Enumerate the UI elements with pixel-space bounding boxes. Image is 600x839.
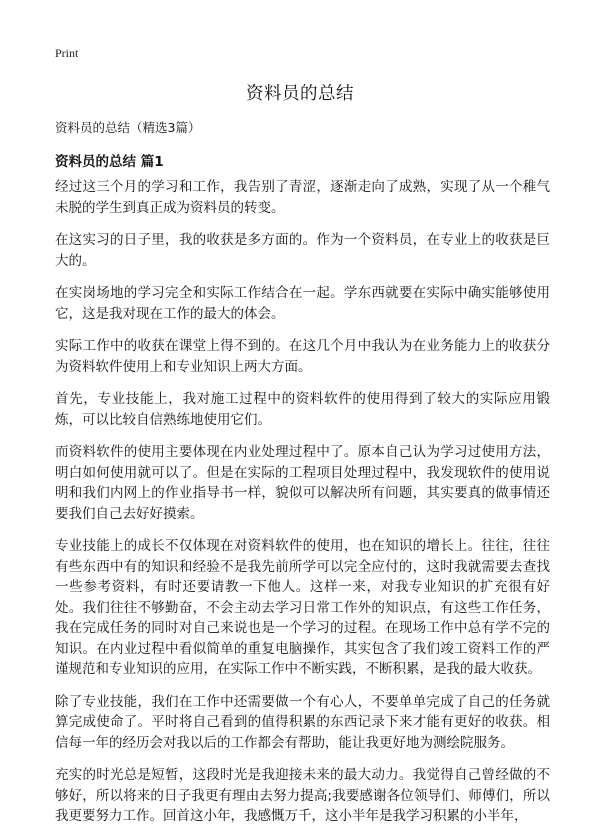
paragraph: 而资料软件的使用主要体现在内业处理过程中了。原本自己认为学习过使用方法，明白如何使用就可以了。但是在实际的工程项目处理过程中，我发现软件的使用说明和我们内网上的作业指导书一样，貌似可以解决所有问题，其实要真的做事情还要我们自己去好好摸索。 xyxy=(55,444,550,522)
document-body xyxy=(55,177,550,839)
paragraph: 首先，专业技能上，我对施工过程中的资料软件的使用得到了较大的实际应用锻炼，可以比较自信熟练地使用它们。 xyxy=(55,391,550,428)
paragraph: 实际工作中的收获在课堂上得不到的。在这几个月中我认为在业务能力上的收获分为资料软件使用上和专业知识上两大方面。 xyxy=(55,338,550,375)
document-subtitle: 资料员的总结（精选3篇） xyxy=(55,120,201,135)
section-heading: 资料员的总结 篇1 xyxy=(55,154,164,170)
document-title: 资料员的总结 xyxy=(246,84,354,104)
paragraph: 专业技能上的成长不仅体现在对资料软件的使用，也在知识的增长上。往往，往往有些东西中有的知识和经验不是我先前所学可以完全应付的，这时我就需要去查找一些参考资料，有时还要请教一下他人。这样一来，对我专业知识的扩充很有好处。我们往往不够勤奋，不会主动去学习日常工作外的知识点，有这些工作任务，我在完成任务的同时对自己来说也是一个学习的过程。在现场工作中总有学不完的知识。在内业过程中看似简单的重复电脑操作，其实包含了我们竣工资料工作的严谨规范和专业知识的应用，在实际工作中不断实践，不断积累，是我的最大收获。 xyxy=(55,538,550,677)
paragraph: 除了专业技能，我们在工作中还需要做一个有心人，不要单单完成了自己的任务就算完成使命了。平时将自己看到的值得积累的东西记录下来才能有更好的收获。相信每一年的经历会对我以后的工作都会有帮助，能让我更好地为测绘院服务。 xyxy=(55,693,550,751)
paragraph: 在实岗场地的学习完全和实际工作结合在一起。学东西就要在实际中确实能够使用它，这是我对现在工作的最大的体会。 xyxy=(55,285,550,322)
paragraph: 在这实习的日子里，我的收获是多方面的。作为一个资料员，在专业上的收获是巨大的。 xyxy=(55,232,550,269)
paragraph: 充实的时光总是短暂，这段时光是我迎接未来的最大动力。我觉得自己曾经做的不够好，所以将来的日子我更有理由去努力提高;我要感谢各位领导们、师傅们，所以我更要努力工作。回首这小年，我感慨万千，这小半年是我学习积累的小半年， xyxy=(55,767,550,824)
paragraph: 经过这三个月的学习和工作，我告别了青涩，逐渐走向了成熟，实现了从一个稚气未脱的学生到真正成为资料员的转变。 xyxy=(55,179,550,216)
print-link[interactable]: Print xyxy=(55,46,79,60)
